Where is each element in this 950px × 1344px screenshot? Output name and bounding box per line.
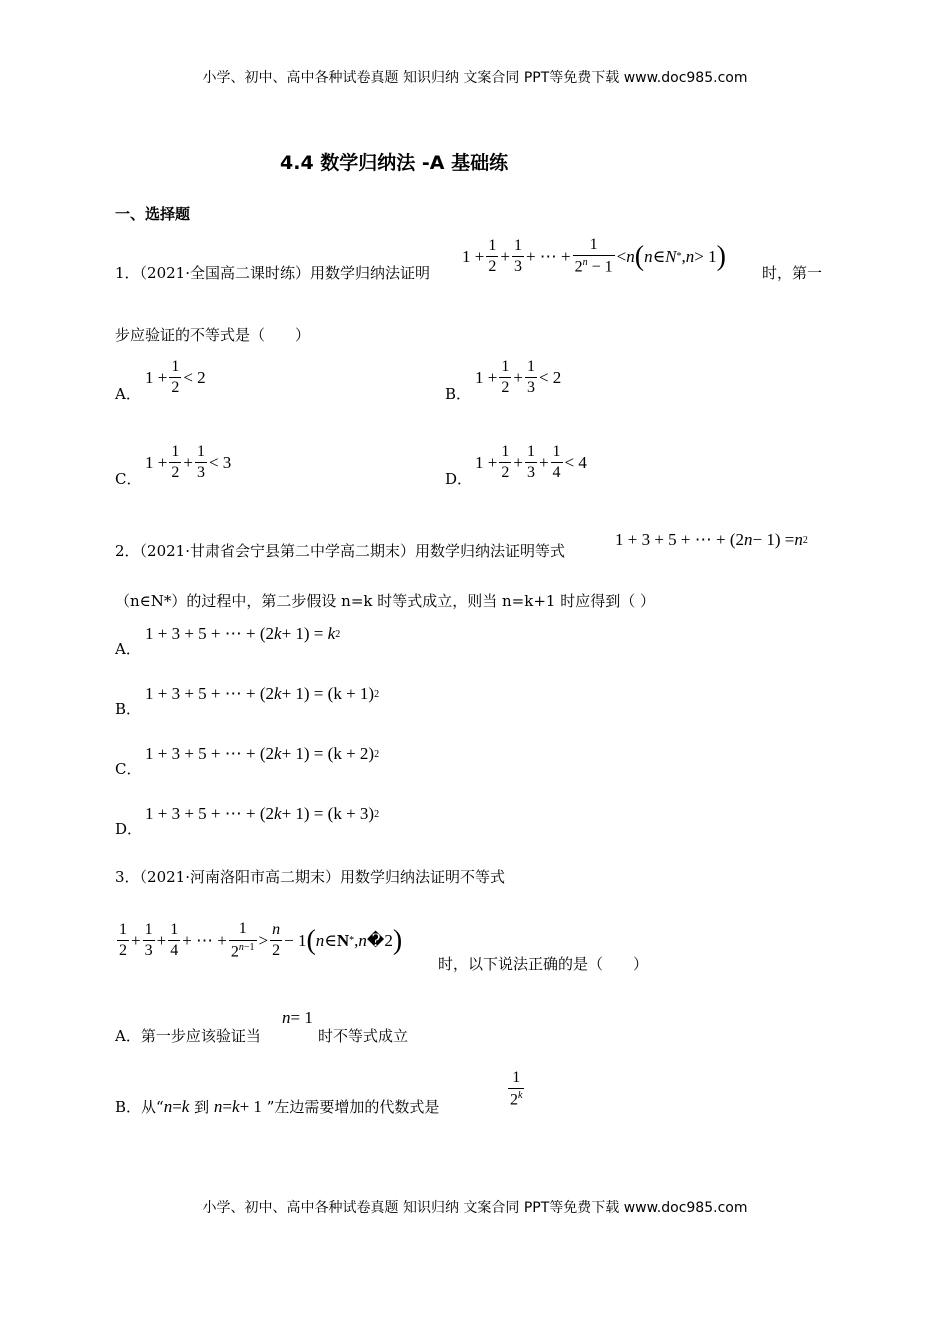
q3-option-b-mid: 到 — [194, 1098, 210, 1116]
page-header: 小学、初中、高中各种试卷真题 知识归纳 文案合同 PPT等免费下载 www.doc985.com — [202, 70, 748, 86]
q1-option-d-label: D． — [445, 470, 473, 488]
question-2-stem: 2．（2021·甘肃省会宁县第二中学高二期末）用数学归纳法证明等式 — [115, 542, 565, 560]
q2-rhs-c: (k + 2) — [327, 744, 375, 763]
q3-option-b-text: ”左边需要增加的代数式是 — [266, 1098, 440, 1116]
q3-option-a-label: A．第一步应该验证当 — [115, 1027, 261, 1045]
q2-line2: （n∈N*）的过程中，第二步假设 n=k 时等式成立，则当 n=k+1 时应得到（ ） — [115, 592, 655, 610]
page-footer: 小学、初中、高中各种试卷真题 知识归纳 文案合同 PPT等免费下载 www.doc985.com — [202, 1200, 748, 1216]
q3-option-a-formula: n = 1 — [282, 1008, 313, 1027]
q1-suffix: 时，第一 — [762, 264, 823, 282]
q1-option-b: 1 + $\frac{1}{2}$ + $\frac{1}{3}$ < 2 — [475, 358, 562, 397]
q3-option-a-text: 时不等式成立 — [318, 1027, 409, 1045]
q2-option-a-label: A． — [115, 640, 141, 658]
q3-formula: $\frac{1}{2}$ + $\frac{1}{3}$ + $\frac{1}{4}$ + ⋯ + $\frac{1}{2^{n-1}}$ > $\frac{n}{2}$ − 1 ( n ∈ N * , n �2 ) — [119, 920, 403, 961]
q2-rhs-d: (k + 3) — [327, 804, 375, 823]
q3-suffix: 时，以下说法正确的是（ ） — [438, 955, 649, 973]
q2-option-c-label: C． — [115, 760, 142, 778]
q1-line2: 步应验证的不等式是（ ） — [115, 326, 311, 344]
page-title: 4.4 数学归纳法 -A 基础练 — [280, 152, 509, 174]
q2-formula: 1 + 3 + 5 + ⋯ + (2 n − 1) = n 2 — [615, 530, 808, 549]
q1-option-a: 1 + $\frac{1}{2}$ < 2 — [145, 358, 206, 397]
q1-formula: 1 + $\frac{1}{2}$ + $\frac{1}{3}$ + ⋯ + $\frac{1}{2^n - 1}$ < n ( n ∈ N * , n > 1 ) — [462, 236, 726, 276]
section-heading: 一、选择题 — [115, 205, 191, 223]
q2-option-b: 1 + 3 + 5 + ⋯ + (2 k + 1) = (k + 1) 2 — [145, 684, 380, 703]
q2-option-d-label: D． — [115, 820, 143, 838]
q1-option-d: 1 + $\frac{1}{2}$ + $\frac{1}{3}$ + $\frac{1}{4}$ < 4 — [475, 443, 587, 482]
q2-option-b-label: B． — [115, 700, 142, 718]
q3-option-b: B．从“ n = k 到 n = k + 1 ”左边需要增加的代数式是 — [115, 1097, 440, 1116]
q1-option-a-label: A． — [115, 385, 141, 403]
q2-rhs-b: (k + 1) — [327, 684, 375, 703]
q1-option-b-label: B． — [445, 385, 472, 403]
q3-option-b-label: B．从“ — [115, 1098, 164, 1116]
q2-option-a: 1 + 3 + 5 + ⋯ + (2 k + 1) = k 2 — [145, 624, 341, 643]
question-3-stem: 3．（2021·河南洛阳市高二期末）用数学归纳法证明不等式 — [115, 868, 505, 886]
question-1-stem — [115, 262, 430, 283]
q1-option-c-label: C． — [115, 470, 142, 488]
q1-option-c: 1 + $\frac{1}{2}$ + $\frac{1}{3}$ < 3 — [145, 443, 232, 482]
q3-option-b-formula: $\frac{1}{2^k}$ — [510, 1069, 523, 1109]
q2-option-d: 1 + 3 + 5 + ⋯ + (2 k + 1) = (k + 3) 2 — [145, 804, 380, 823]
q1-prefix: 1．（2021·全国高二课时练）用数学归纳法证明 — [115, 264, 430, 282]
q2-rhs-a: k — [327, 624, 336, 643]
q2-option-c: 1 + 3 + 5 + ⋯ + (2 k + 1) = (k + 2) 2 — [145, 744, 380, 763]
